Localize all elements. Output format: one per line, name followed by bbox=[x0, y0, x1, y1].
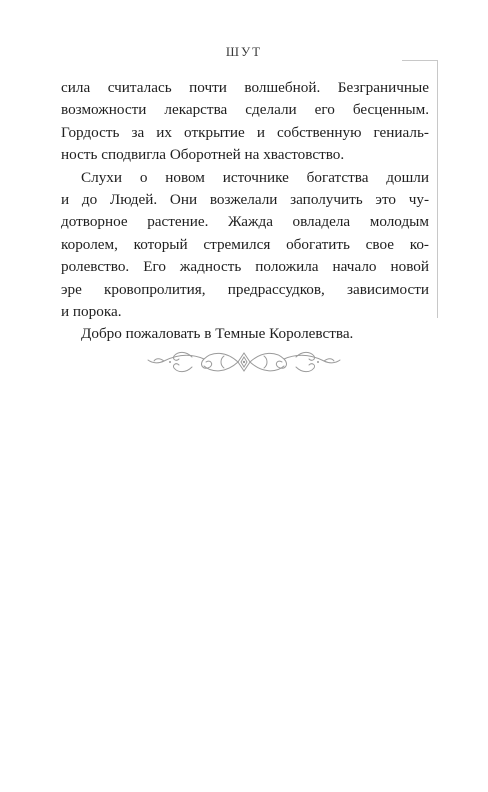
text-line: эре кровопролития, предрассудков, зависимости bbox=[61, 280, 429, 298]
running-header: ШУТ bbox=[225, 44, 263, 59]
paragraph-3 bbox=[61, 323, 429, 345]
page-frame-right-rule bbox=[437, 60, 438, 318]
text-line: Слухи о новом источнике богатства дошли bbox=[81, 168, 429, 186]
text-line: и порока. bbox=[61, 303, 122, 321]
paragraph-2 bbox=[61, 167, 429, 324]
text-line: сила считалась почти волшебной. Безграничные bbox=[61, 79, 429, 96]
text-line: Гордость за их открытие и собственную гениаль- bbox=[61, 123, 429, 141]
text-line: возможности лекарства сделали его бесценным. bbox=[61, 101, 429, 119]
text-line: и до Людей. Они возжелали заполучить это чу- bbox=[61, 191, 429, 209]
paragraph-1 bbox=[61, 77, 429, 167]
page-frame-top-rule bbox=[402, 60, 438, 61]
text-line: ность сподвигла Оборотней на хвастовство. bbox=[61, 146, 345, 164]
text-line: ролевство. Его жадность положила начало новой bbox=[61, 258, 429, 276]
text-line: королем, который стремился обогатить свое ко- bbox=[61, 235, 429, 253]
text-line: Добро пожаловать в Темные Королевства. bbox=[81, 325, 354, 343]
body-text bbox=[61, 77, 429, 346]
text-line: дотворное растение. Жажда овладела молодым bbox=[61, 213, 429, 231]
floral-divider-icon bbox=[146, 347, 342, 377]
